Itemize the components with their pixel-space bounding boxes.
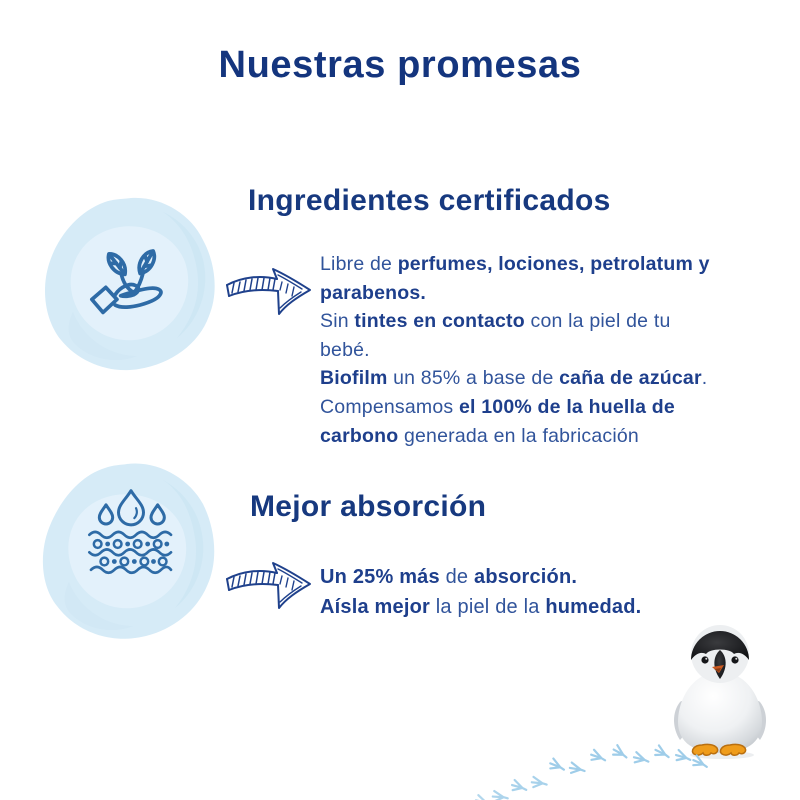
text-line: parabenos. xyxy=(320,281,427,304)
text-line: Aísla mejor la piel de la humedad. xyxy=(320,596,642,618)
text-line: Sin tintes en contacto con la piel de tu xyxy=(320,310,671,333)
section-heading-ingredients: Ingredientes certificados xyxy=(248,184,611,217)
text-line: Un 25% más de absorción. xyxy=(320,566,578,588)
watercolor-blob xyxy=(33,192,229,383)
absorption-text xyxy=(320,562,641,622)
penguin-eye xyxy=(701,656,708,663)
watercolor-blob xyxy=(31,458,227,651)
text-line: bebé. xyxy=(320,338,370,361)
sketch-arrow-icon xyxy=(222,556,318,616)
absorption-layers-icon xyxy=(81,484,181,584)
text-line: Biofilm un 85% a base de caña de azúcar. xyxy=(320,367,708,390)
penguin-footprints xyxy=(455,735,725,800)
text-line: carbono generada en la fabricación xyxy=(320,424,639,447)
penguin-eye xyxy=(731,656,738,663)
text-line: Compensamos el 100% de la huella de xyxy=(320,395,675,418)
sketch-arrow-icon xyxy=(222,262,318,322)
text-line: Libre de perfumes, lociones, petrolatum y xyxy=(320,253,710,275)
section-heading-absorption: Mejor absorción xyxy=(250,490,487,523)
hand-with-leaves-icon xyxy=(73,240,185,344)
ingredients-text xyxy=(320,250,710,450)
page-title: Nuestras promesas xyxy=(218,44,582,86)
